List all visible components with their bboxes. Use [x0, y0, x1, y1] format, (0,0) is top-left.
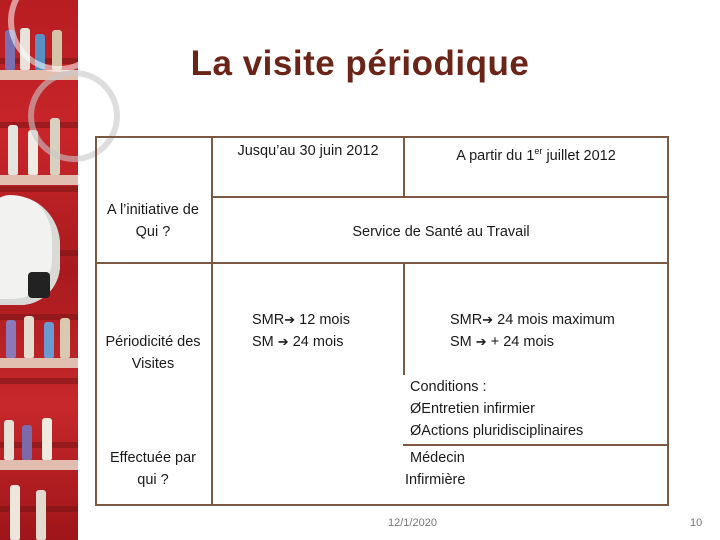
bottle	[22, 425, 32, 460]
sm-value: + 24 mois	[486, 334, 554, 350]
row3-label	[95, 447, 211, 491]
smr-value: 24 mois maximum	[493, 312, 615, 328]
row2-label-line1: Périodicité des	[105, 334, 201, 350]
sm-label: SM	[450, 334, 476, 350]
conditions-title: Conditions :	[410, 379, 487, 395]
conditions-item-text: Actions pluridisciplinaires	[421, 423, 584, 439]
table-border	[95, 136, 669, 138]
bottle	[4, 420, 14, 460]
row2-col2	[450, 309, 665, 353]
table-divider	[211, 196, 669, 198]
arrow-right-icon: ➔	[277, 334, 289, 349]
table-divider	[403, 263, 405, 375]
row2-col1	[252, 309, 402, 353]
arrow-right-icon: ➔	[475, 334, 487, 349]
header-col2-text-end: juillet 2012	[542, 147, 616, 164]
header-col2-superscript: er	[534, 146, 543, 156]
bullet-arrow-icon: Ø	[410, 401, 422, 417]
bottle	[42, 418, 52, 460]
row3-value	[405, 447, 525, 491]
slide-title: La visite périodique	[190, 44, 530, 83]
bottle	[36, 490, 46, 540]
header-col2-text: A partir du 1	[456, 147, 535, 164]
sm-value: 24 mois	[288, 334, 344, 350]
conditions-item-text: Entretien infirmier	[421, 401, 535, 417]
comparison-table	[95, 136, 669, 506]
shelf	[0, 358, 78, 368]
page-number: 10	[690, 517, 703, 529]
row3-label-line2: qui ?	[137, 472, 169, 488]
table-divider	[403, 444, 669, 446]
row3-value-line2: Infirmière	[405, 472, 466, 488]
row3-value-line1: Médecin	[410, 450, 465, 466]
row2-label	[95, 331, 211, 375]
row2-col2-line1	[450, 309, 665, 331]
basin-fixture	[28, 272, 50, 298]
bullet-arrow-icon: Ø	[410, 423, 422, 439]
row2-col2-line2	[450, 331, 665, 353]
bottle	[8, 125, 18, 175]
bottle	[24, 316, 34, 358]
footer-date: 12/1/2020	[388, 517, 437, 529]
shelf	[0, 175, 78, 185]
row1-label-line1: A l’initiative de	[107, 202, 199, 218]
header-col2	[405, 140, 667, 167]
row2-col1-line2	[252, 331, 402, 353]
row1-label-line2: Qui ?	[135, 224, 171, 240]
row1-value: Service de Santé au Travail	[352, 224, 530, 240]
conditions-item	[410, 420, 665, 442]
table-border	[667, 136, 669, 506]
smr-label: SMR	[252, 312, 285, 328]
bottle	[60, 318, 70, 358]
bottle	[44, 322, 54, 358]
row3-label-line1: Effectuée par	[110, 450, 196, 466]
header-col1: Jusqu’au 30 juin 2012	[237, 143, 379, 159]
sm-label: SM	[252, 334, 278, 350]
smr-value: 12 mois	[295, 312, 350, 328]
shelf	[0, 460, 78, 470]
conditions-block	[410, 376, 665, 442]
bottle	[10, 485, 20, 540]
smr-label: SMR	[450, 312, 483, 328]
table-border	[95, 504, 669, 506]
arrow-right-icon: ➔	[482, 312, 494, 327]
conditions-item	[410, 398, 665, 420]
row2-col1-line1	[252, 309, 402, 331]
bottle	[6, 320, 16, 358]
table-divider	[95, 262, 669, 264]
row1-label	[95, 199, 211, 243]
arrow-right-icon: ➔	[284, 312, 296, 327]
table-divider	[211, 136, 213, 506]
row2-label-line2: Visites	[131, 356, 175, 372]
